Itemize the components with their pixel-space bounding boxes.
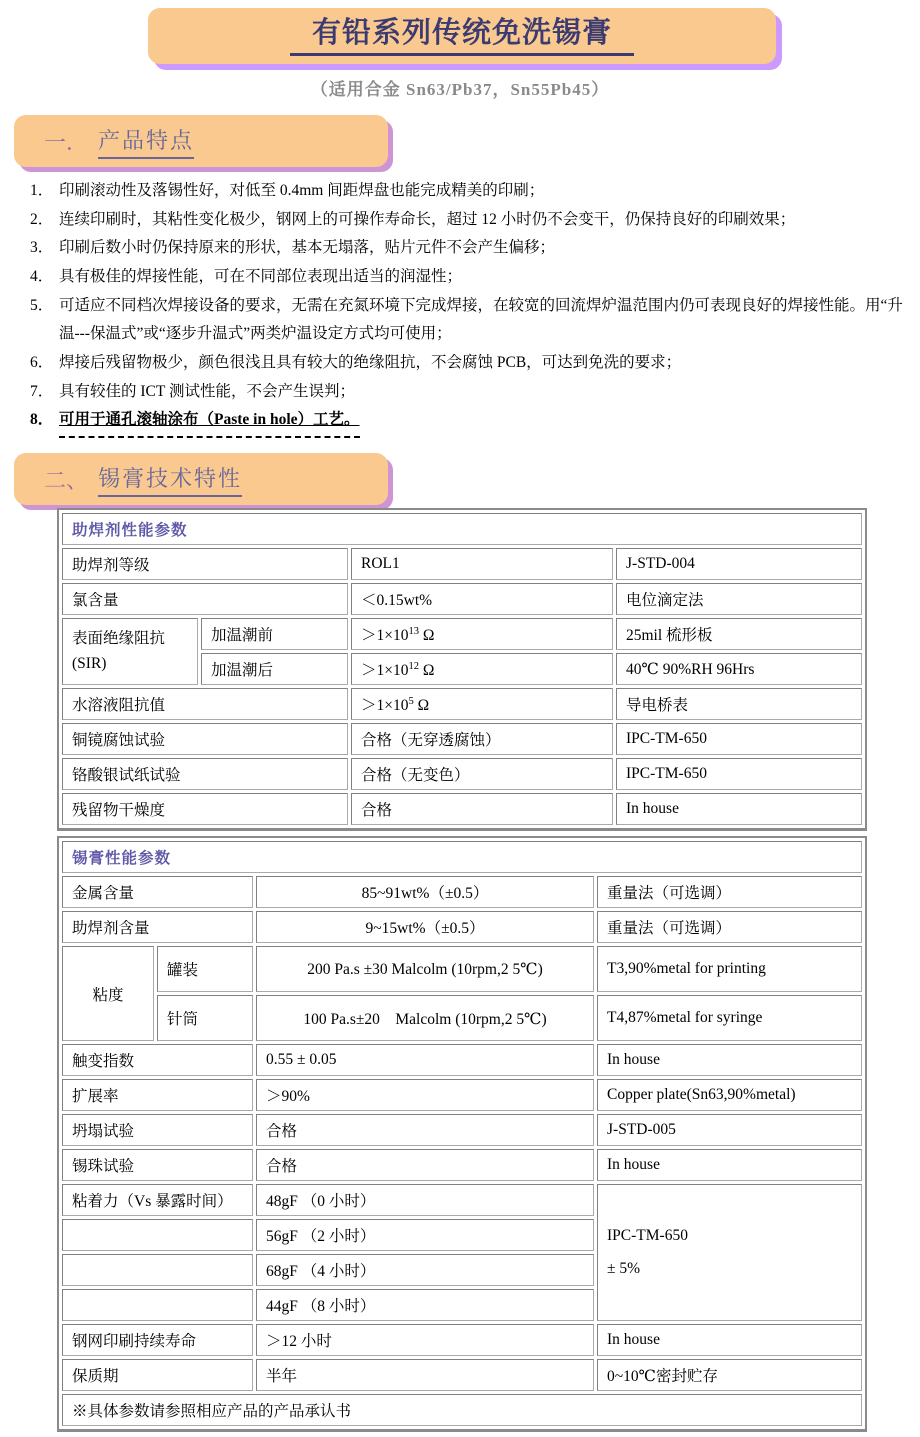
table-row xyxy=(62,583,862,615)
row-method: In house xyxy=(597,1044,862,1076)
feature-item-5: 5． 可适应不同档次焊接设备的要求，无需在充氮环境下完成焊接，在较宽的回流焊炉温范围内仍可表现良好的焊接性能。用“升温---保温式”或“逐步升温式”两类炉温设定方式均可使用； xyxy=(30,296,903,343)
row-method-tack: IPC-TM-650 ± 5% xyxy=(597,1184,862,1321)
feature-item-7: 7． 具有较佳的 ICT 测试性能，不会产生误判； xyxy=(30,382,355,400)
row-value: ＞12 小时 xyxy=(256,1324,594,1356)
row-sublabel: 加温潮前 xyxy=(201,618,348,650)
section1-number: 一． xyxy=(44,129,89,155)
table-row xyxy=(62,688,862,720)
row-label-empty xyxy=(62,1289,253,1321)
section2-banner xyxy=(14,453,388,505)
table-row xyxy=(62,618,862,650)
row-label: 铜镜腐蚀试验 xyxy=(62,723,348,755)
feature-item-8: 8． 可用于通孔滚轴涂布（Paste in hole）工艺。 xyxy=(30,406,910,438)
row-method: In house xyxy=(597,1149,862,1181)
row-label: 金属含量 xyxy=(62,876,253,908)
table-row xyxy=(62,1359,862,1391)
row-label: 粘着力（Vs 暴露时间） xyxy=(62,1184,253,1216)
row-value: 0.55 ± 0.05 xyxy=(256,1044,594,1076)
row-label: 扩展率 xyxy=(62,1079,253,1111)
table-row xyxy=(62,1079,862,1111)
row-label: 铬酸银试纸试验 xyxy=(62,758,348,790)
table-row xyxy=(62,1114,862,1146)
row-value: 合格（无变色） xyxy=(351,758,613,790)
row-method: IPC-TM-650 xyxy=(616,723,862,755)
table-row xyxy=(62,946,862,992)
row-label-empty xyxy=(62,1254,253,1286)
row-label: 保质期 xyxy=(62,1359,253,1391)
row-value: 半年 xyxy=(256,1359,594,1391)
flux-properties-table xyxy=(57,508,867,831)
table-row xyxy=(62,1184,862,1216)
row-sublabel: 针筒 xyxy=(157,995,253,1041)
row-method: J-STD-005 xyxy=(597,1114,862,1146)
section1-banner xyxy=(14,115,388,167)
row-method: 0~10℃密封贮存 xyxy=(597,1359,862,1391)
row-label-empty xyxy=(62,1219,253,1251)
row-value: 56gF （2 小时） xyxy=(256,1219,594,1251)
flux-table-wrapper xyxy=(57,508,920,1432)
row-value: 100 Pa.s±20 Malcolm (10rpm,2 5℃) xyxy=(256,995,594,1041)
table-row xyxy=(62,793,862,825)
row-label: 氯含量 xyxy=(62,583,348,615)
table-row xyxy=(62,1324,862,1356)
row-method: T4,87%metal for syringe xyxy=(597,995,862,1041)
row-label: 助焊剂等级 xyxy=(62,548,348,580)
document-title xyxy=(290,16,634,57)
title-rest-part: 系列传统免洗锡膏 xyxy=(372,16,613,49)
row-value: 85~91wt%（±0.5） xyxy=(256,876,594,908)
row-value: 200 Pa.s ±30 Malcolm (10rpm,2 5℃) xyxy=(256,946,594,992)
feature-item-1: 1． 印刷滚动性及落锡性好，对低至 0.4mm 间距焊盘也能完成精美的印刷； xyxy=(30,182,545,199)
row-method: 导电桥表 xyxy=(616,688,862,720)
row-sublabel: 加温潮后 xyxy=(201,653,348,685)
section1-title: 产品特点 xyxy=(98,124,194,159)
row-label: 水溶液阻抗值 xyxy=(62,688,348,720)
row-value: 合格 xyxy=(256,1149,594,1181)
table-row xyxy=(62,723,862,755)
title-banner xyxy=(148,8,776,64)
table-row xyxy=(62,1044,862,1076)
row-method: Copper plate(Sn63,90%metal) xyxy=(597,1079,862,1111)
row-label: 锡珠试验 xyxy=(62,1149,253,1181)
row-value: ＞90% xyxy=(256,1079,594,1111)
row-method: IPC-TM-650 xyxy=(616,758,862,790)
row-value: 68gF （4 小时） xyxy=(256,1254,594,1286)
row-label: 助焊剂含量 xyxy=(62,911,253,943)
table-row xyxy=(62,758,862,790)
row-value: 9~15wt%（±0.5） xyxy=(256,911,594,943)
row-label-sir: 表面绝缘阻抗 (SIR) xyxy=(62,618,198,685)
row-method: 25mil 梳形板 xyxy=(616,618,862,650)
row-value: $>1\times 10^{12}$ Ω xyxy=(351,653,613,685)
row-label-viscosity: 粘度 xyxy=(62,946,154,1041)
table-row xyxy=(62,995,862,1041)
row-value: $>1\times 10^{13}$ Ω xyxy=(351,618,613,650)
row-value: 合格 xyxy=(351,793,613,825)
feature-item-3: 3． 印刷后数小时仍保持原来的形状，基本无塌落，贴片元件不会产生偏移； xyxy=(30,239,556,257)
row-sublabel: 罐装 xyxy=(157,946,253,992)
flux-caption-row xyxy=(62,513,862,545)
table-row xyxy=(62,1149,862,1181)
row-method: In house xyxy=(597,1324,862,1356)
row-value: ROL1 xyxy=(351,548,613,580)
row-method: J-STD-004 xyxy=(616,548,862,580)
row-value: ＜0.15wt% xyxy=(351,583,613,615)
product-features-list xyxy=(30,177,910,438)
feature-item-6: 6． 焊接后残留物极少，颜色很浅且具有较大的绝缘阻抗，不会腐蚀 PCB，可达到免洗的要求； xyxy=(30,354,682,372)
document-subtitle: （适用合金 Sn63/Pb37，Sn55Pb45） xyxy=(310,80,610,99)
feature-item-2: 2． 连续印刷时，其粘性变化极少，钢网上的可操作寿命长，超过 12 小时仍不会变干，仍保持良好的印刷效果； xyxy=(30,210,796,228)
row-value: 合格（无穿透腐蚀） xyxy=(351,723,613,755)
row-value: 44gF （8 小时） xyxy=(256,1289,594,1321)
row-method: T3,90%metal for printing xyxy=(597,946,862,992)
title-bold-part: 有铅 xyxy=(311,16,372,49)
row-label: 钢网印刷持续寿命 xyxy=(62,1324,253,1356)
row-label: 坍塌试验 xyxy=(62,1114,253,1146)
row-method: 电位滴定法 xyxy=(616,583,862,615)
row-label: 触变指数 xyxy=(62,1044,253,1076)
table-note-row xyxy=(62,1394,862,1426)
feature-item-4: 4． 具有极佳的焊接性能，可在不同部位表现出适当的润湿性； xyxy=(30,268,463,286)
row-method: In house xyxy=(616,793,862,825)
row-method: 重量法（可选调） xyxy=(597,911,862,943)
paste-caption-row xyxy=(62,841,862,873)
table-row xyxy=(62,548,862,580)
row-method: 40℃ 90%RH 96Hrs xyxy=(616,653,862,685)
section2-number: 二、 xyxy=(44,467,89,493)
paste-table-caption: 锡膏性能参数 xyxy=(62,841,862,873)
row-method: 重量法（可选调） xyxy=(597,876,862,908)
flux-table-caption: 助焊剂性能参数 xyxy=(62,513,862,545)
row-label: 残留物干燥度 xyxy=(62,793,348,825)
table-note: ※具体参数请参照相应产品的产品承认书 xyxy=(62,1394,862,1426)
row-value: 合格 xyxy=(256,1114,594,1146)
table-row xyxy=(62,876,862,908)
table-row xyxy=(62,911,862,943)
row-value: 48gF （0 小时） xyxy=(256,1184,594,1216)
paste-properties-table xyxy=(57,836,867,1432)
row-value: $>1\times 10^5$ Ω xyxy=(351,688,613,720)
section2-title: 锡膏技术特性 xyxy=(98,462,242,497)
